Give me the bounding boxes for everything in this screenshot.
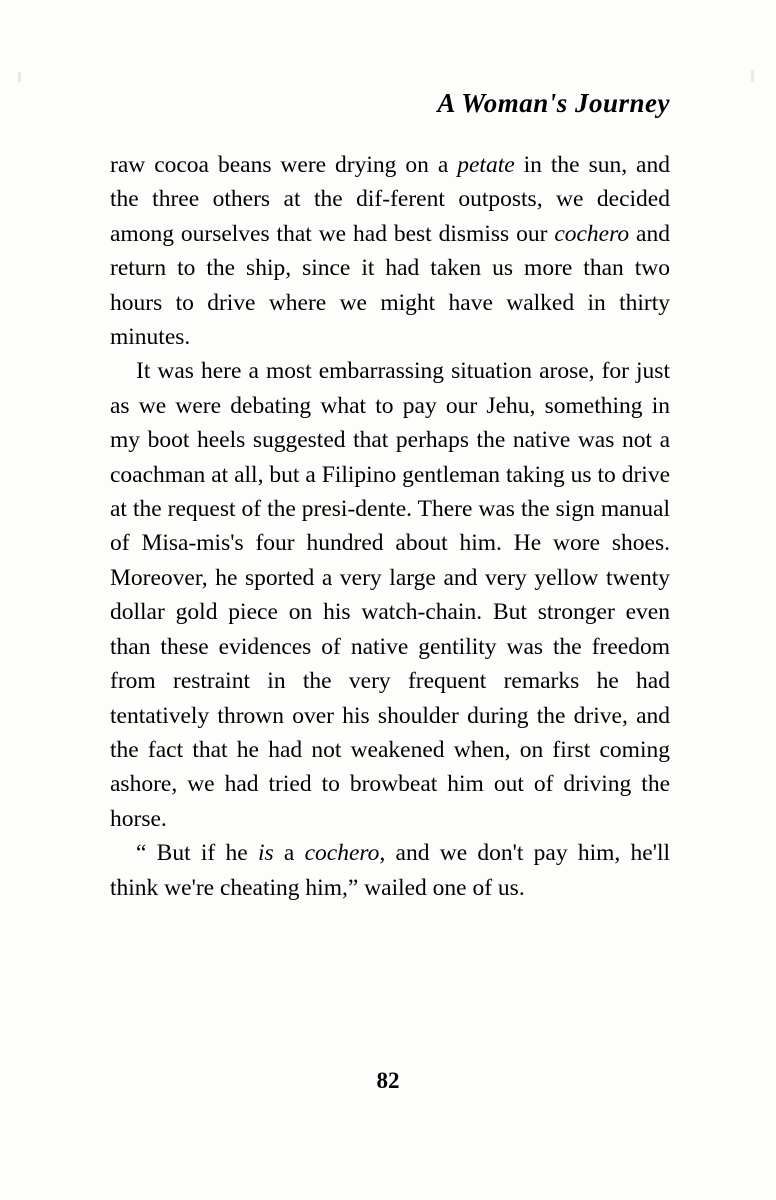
page-body-text	[110, 148, 670, 905]
text-run: a	[273, 840, 305, 867]
page-edge-mark-top-right	[751, 70, 754, 82]
text-run: “ But if he	[136, 840, 258, 867]
italic-phrase: petate	[457, 152, 515, 178]
page-number: 82	[376, 1068, 400, 1093]
para-3	[110, 836, 670, 905]
italic-phrase: cochero,	[304, 840, 386, 867]
para-1	[110, 148, 670, 354]
page-edge-mark-top-left	[18, 72, 21, 82]
running-head-title: A Woman's Journey	[437, 88, 670, 118]
text-run: and we don't pay him, he'll think we're cheating him,” wailed one of us.	[110, 840, 671, 901]
italic-phrase: is	[257, 840, 274, 867]
text-run: It was here a most embarrassing situation arose, for just as we were debating what to pay our Jehu, something in my boot heels suggested that perhaps the native was not a coachman at all, but a Filipino gentleman taking us to drive at the request of the presi-dente. There was the sign manual of Misa-mis's four hundred about him. He wore shoes. Moreover, he sported a very large and very yellow twenty dollar gold piece on his watch-chain. But stronger even than these evidences of native gentility was the freedom from restraint in the very frequent remarks he had tentatively thrown over his shoulder during the drive, and the fact that he had not weakened when, on first coming ashore, we had tried to browbeat him out of driving the horse.	[110, 358, 670, 832]
para-2	[110, 354, 670, 836]
text-run: raw cocoa beans were drying on a	[110, 152, 458, 178]
italic-phrase: cochero	[554, 220, 630, 247]
text-run: and return to the ship, since it had taken us more than two hours to drive where we might have walked in thirty minutes.	[110, 220, 670, 351]
text-run: in the sun, and the three others at the dif-ferent outposts, we decided among ourselves that we had best dismiss our	[110, 152, 670, 247]
